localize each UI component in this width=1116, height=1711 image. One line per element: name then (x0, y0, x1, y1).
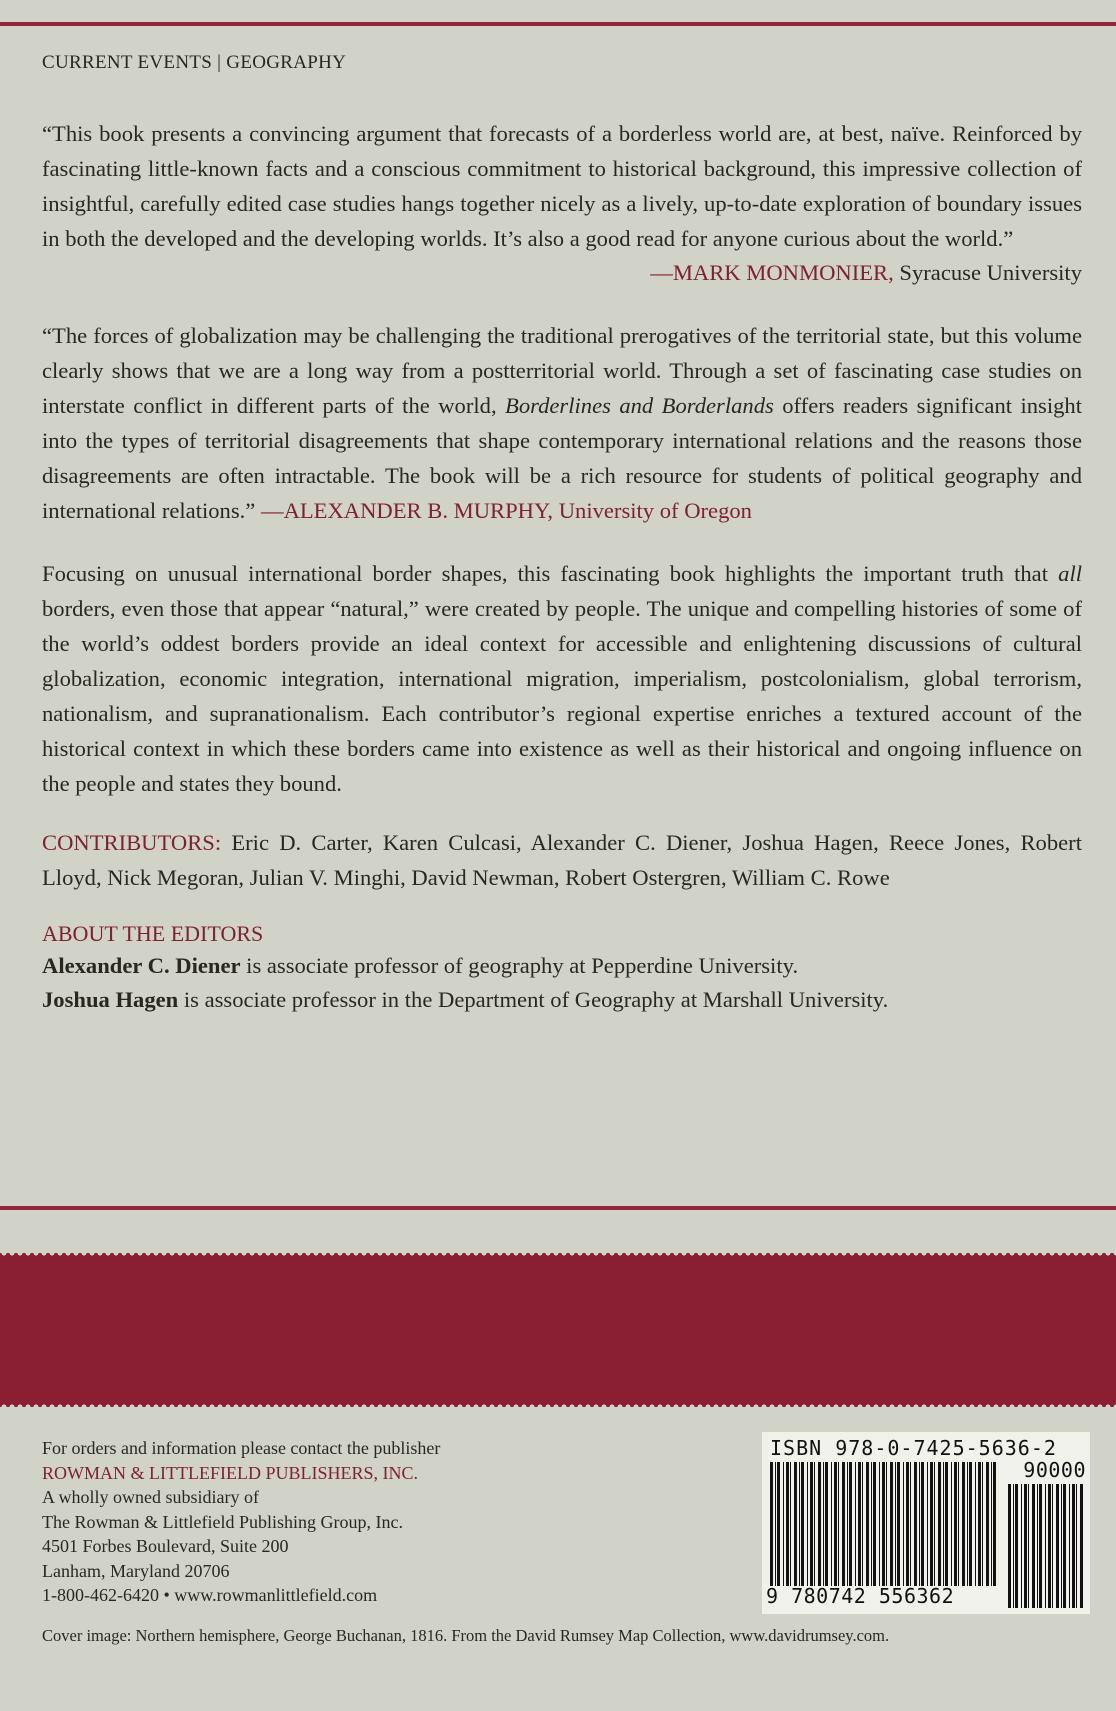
description-text (42, 556, 1082, 801)
ean-digits: 9 780742 556362 (766, 1584, 955, 1608)
editor-name: Alexander C. Diener (42, 953, 241, 978)
editor-bio (42, 983, 1082, 1017)
publisher-name: ROWMAN & LITTLEFIELD PUBLISHERS, INC. (42, 1462, 418, 1483)
category-label: CURRENT EVENTS | GEOGRAPHY (42, 52, 347, 73)
endorsement-attribution (42, 256, 1082, 290)
publisher-info (42, 1436, 742, 1608)
cover-image-credit: Cover image: Northern hemisphere, George Buchanan, 1816. From the David Rumsey Map Collection, www.davidrumsey.com. (42, 1626, 890, 1645)
editor-description: is associate professor in the Department of Geography at Marshall University. (178, 987, 889, 1012)
contributors-text (42, 825, 1082, 895)
book-title: Borderlines and Borderlands (505, 393, 774, 418)
description-emphasis: all (1058, 561, 1082, 586)
top-divider (0, 22, 1116, 26)
endorsement-text (42, 318, 1082, 528)
contributors-label: CONTRIBUTORS: (42, 830, 222, 855)
endorser-affiliation: University of Oregon (558, 498, 752, 523)
book-description (42, 556, 1082, 801)
publisher-group: The Rowman & Littlefield Publishing Group, Inc. (42, 1511, 403, 1532)
publisher-subsidiary: A wholly owned subsidiary of (42, 1487, 259, 1507)
endorser-name: —ALEXANDER B. MURPHY, (260, 498, 554, 523)
publisher-street: 4501 Forbes Boulevard, Suite 200 (42, 1536, 289, 1556)
editor-bio (42, 949, 1082, 983)
isbn-barcode (762, 1432, 1090, 1614)
contributors-names: Eric D. Carter, Karen Culcasi, Alexander C. Diener, Joshua Hagen, Reece Jones, Robert Lloyd, Nick Megoran, Julian V. Minghi, David Newman, Robert Ostergren, William C. Rowe (42, 830, 1082, 890)
isbn-number: ISBN 978-0-7425-5636-2 (770, 1436, 1057, 1460)
editor-name: Joshua Hagen (42, 987, 179, 1012)
endorser-name: —MARK MONMONIER, (650, 260, 894, 285)
description-part: Focusing on unusual international border shapes, this fascinating book highlights the important truth that (42, 561, 1059, 586)
cover-text (42, 44, 1082, 1017)
endorsement-text-part: “The forces of globalization may be challenging the traditional prerogatives of the territorial state, but this volume clearly shows that we are a long way from a postterritorial world. Through a set of fascinating case studies on interstate conflict in different parts of the world, (42, 323, 1082, 418)
endorser-affiliation: Syracuse University (899, 260, 1082, 285)
about-editors-heading: ABOUT THE EDITORS (42, 921, 264, 946)
publisher-intro: For orders and information please contact the publisher (42, 1438, 441, 1458)
editor-description: is associate professor of geography at Pepperdine University. (240, 953, 799, 978)
contributors (42, 825, 1082, 895)
endorsement-monmonier (42, 116, 1082, 290)
endorsement-text-part: offers readers significant insight into the types of territorial disagreements that shape contemporary international relations and the reasons those disagreements are often intractable. The book will be a rich resource for students of political geography and international relations.” (42, 393, 1082, 523)
decorative-band (0, 1253, 1116, 1407)
endorsement-text: “This book presents a convincing argument that forecasts of a borderless world are, at best, naïve. Reinforced by fascinating little-known facts and a conscious commitment to historical background, this impressive collection of insightful, carefully edited case studies hangs together nicely as a lively, up-to-date exploration of boundary issues in both the developed and the developing worlds. It’s also a good read for anyone curious about the world.” (42, 121, 1082, 251)
price-addon: 90000 (1023, 1458, 1086, 1482)
publisher-city: Lanham, Maryland 20706 (42, 1560, 230, 1581)
description-part: borders, even those that appear “natural,” were created by people. The unique and compelling histories of some of the world’s oddest borders provide an ideal context for accessible and enlightening discussions of cultural globalization, economic integration, international migration, imperialism, postcolonialism, global terrorism, nationalism, and supranationalism. Each contributor’s regional expertise enriches a textured account of the historical context in which these borders came into existence as well as their historical and ongoing influence on the people and states they bound. (42, 596, 1082, 796)
middle-divider (0, 1206, 1116, 1210)
publisher-contact: 1-800-462-6420 • www.rowmanlittlefield.com (42, 1585, 378, 1605)
endorsement-murphy (42, 318, 1082, 528)
